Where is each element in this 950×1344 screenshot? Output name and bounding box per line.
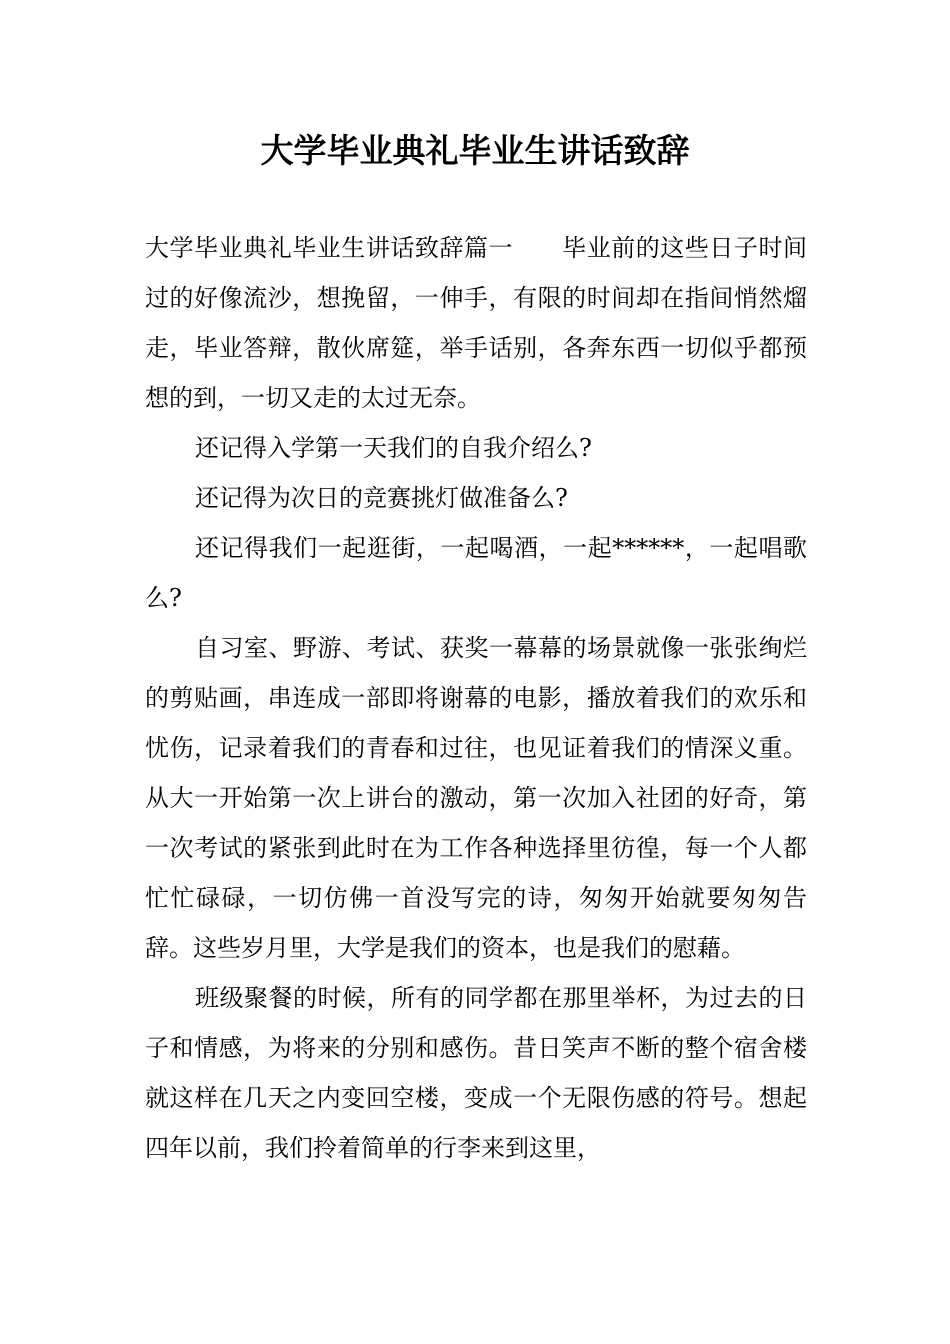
paragraph-6: 班级聚餐的时候，所有的同学都在那里举杯，为过去的日子和情感，为将来的分别和感伤。昔日笑声不断的整个宿舍楼就这样在几天之内变回空楼，变成一个无限伤感的符号。想起四年以前，我们拎着简单的行李来到这里， [145,984,807,1162]
paragraph-2: 还记得入学第一天我们的自我介绍么? [195,434,592,462]
paragraph-3: 还记得为次日的竞赛挑灯做准备么? [195,484,568,512]
paragraph-4: 还记得我们一起逛街，一起喝酒，一起******，一起唱歌么? [145,534,807,612]
paragraph-1: 大学毕业典礼毕业生讲话致辞篇一 毕业前的这些日子时间过的好像流沙，想挽留，一伸手，有限的时间却在指间悄然熘走，毕业答辩，散伙席筵，举手话别，各奔东西一切似乎都预想的到，一切又走的太过无奈。 [145,234,807,412]
paragraph-5: 自习室、野游、考试、获奖一幕幕的场景就像一张张绚烂的剪贴画，串连成一部即将谢幕的电影，播放着我们的欢乐和忧伤，记录着我们的青春和过往，也见证着我们的情深义重。从大一开始第一次上讲台的激动，第一次加入社团的好奇，第一次考试的紧张到此时在为工作各种选择里彷徨，每一个人都忙忙碌碌，一切仿佛一首没写完的诗，匆匆开始就要匆匆告辞。这些岁月里，大学是我们的资本，也是我们的慰藉。 [145,634,807,962]
document-title: 大学毕业典礼毕业生讲话致辞 [260,131,690,170]
document-body [145,223,807,1173]
